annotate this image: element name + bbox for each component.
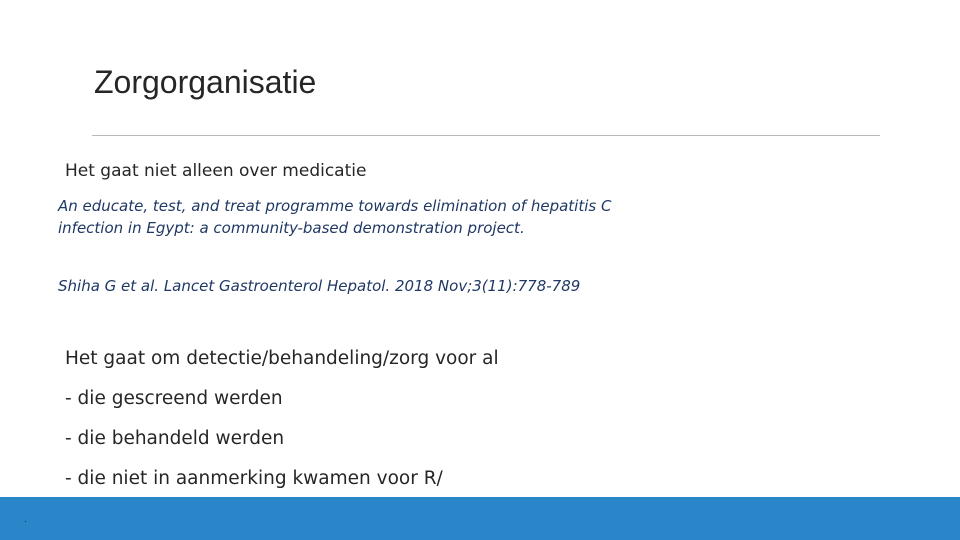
slide-subtitle: Het gaat niet alleen over medicatie	[65, 161, 367, 181]
title-divider	[92, 135, 880, 136]
body-point-not-eligible: - die niet in aanmerking kwamen voor R/	[65, 468, 443, 489]
footer-bar	[0, 497, 960, 540]
body-point-treated: - die behandeld werden	[65, 428, 285, 449]
body-point-screened: - die gescreend werden	[65, 388, 283, 409]
article-citation: Shiha G et al. Lancet Gastroenterol Hepatol. 2018 Nov;3(11):778-789	[58, 277, 581, 295]
body-point-intro: Het gaat om detectie/behandeling/zorg voor al	[65, 348, 499, 369]
footer-marker: .	[24, 514, 27, 525]
slide-title: Zorgorganisatie	[94, 64, 317, 100]
article-title: An educate, test, and treat programme towards elimination of hepatitis C infection in Egypt: a community-based demonstration project.	[58, 197, 612, 237]
